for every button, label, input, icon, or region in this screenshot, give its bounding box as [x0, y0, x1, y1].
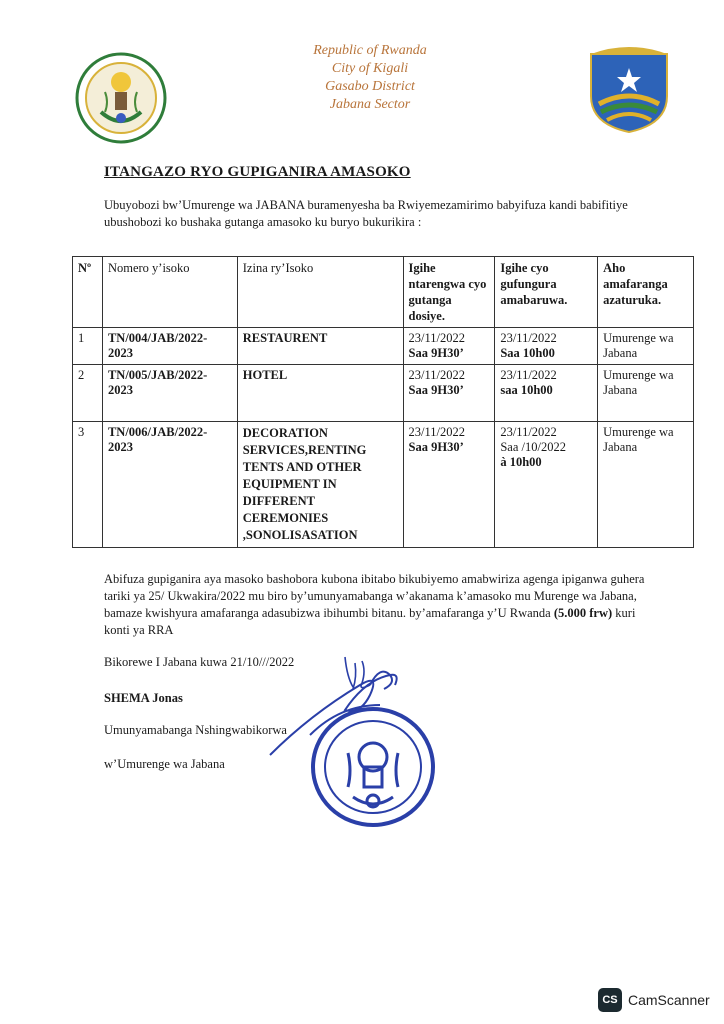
- header-opening-time: Igihe cyo gufungura amabaruwa.: [495, 257, 598, 328]
- header-line-sector: Jabana Sector: [329, 97, 411, 112]
- instructions-text: Abifuza gupiganira aya masoko bashobora kubona ibitabo bikubiyemo amabwiriza agenga ipiganwa guhera tariki ya 25/ Ukwakira/2022 mu biro by’umunyamabanga w’akanama k’amasoko mu Murenge wa Jabana, bamaze kwishyura amafaranga adasubizwa ibihumbi bitanu. by’amafaranga y’U Rwanda: [104, 572, 645, 620]
- opening-date: 23/11/2022: [500, 368, 557, 382]
- row-funding-source: Umurenge wa Jabana: [598, 328, 694, 365]
- opening-time: saa 10h00: [500, 383, 553, 397]
- header-line-city: City of Kigali: [331, 61, 409, 76]
- row-number: 1: [73, 328, 103, 365]
- row-tender-ref: TN/005/JAB/2022-2023: [102, 365, 237, 422]
- notice-title: ITANGAZO RYO GUPIGANIRA AMASOKO: [104, 164, 411, 180]
- table-row: [73, 365, 694, 422]
- camscanner-label: CamScanner: [628, 992, 710, 1008]
- header-line-district: Gasabo District: [325, 79, 415, 94]
- row-tender-name: RESTAURENT: [237, 328, 403, 365]
- instructions-paragraph: [104, 571, 664, 639]
- table-row: [73, 328, 694, 365]
- row-opening: [495, 328, 598, 365]
- row-deadline: [403, 365, 495, 422]
- row-funding-source: Umurenge wa Jabana: [598, 365, 694, 422]
- opening-time: Saa 10h00: [500, 346, 555, 360]
- official-stamp-icon: [308, 705, 438, 829]
- header-tender-name: Izina ry’Isoko: [237, 257, 403, 328]
- row-tender-name: DECORATION SERVICES,RENTING TENTS AND OTHER EQUIPMENT IN DIFFERENT CEREMONIES ,SONOLISASATION: [237, 422, 403, 548]
- deadline-time: Saa 9H30’: [408, 440, 464, 454]
- row-tender-ref: TN/006/JAB/2022-2023: [102, 422, 237, 548]
- letterhead: [250, 42, 490, 114]
- tenders-table: [72, 256, 694, 548]
- instructions-text-end: kuri konti ya RRA: [104, 606, 636, 637]
- header-line-republic: Republic of Rwanda: [313, 43, 427, 58]
- row-tender-name: HOTEL: [237, 365, 403, 422]
- table-header-row: [73, 257, 694, 328]
- row-opening: [495, 365, 598, 422]
- deadline-date: 23/11/2022: [408, 368, 465, 382]
- row-number: 3: [73, 422, 103, 548]
- city-of-kigali-logo-icon: [585, 38, 673, 134]
- row-opening: [495, 422, 598, 548]
- row-deadline: [403, 328, 495, 365]
- row-funding-source: Umurenge wa Jabana: [598, 422, 694, 548]
- opening-date: 23/11/2022: [500, 331, 557, 345]
- header-submission-deadline: Igihe ntarengwa cyo gutanga dosiye.: [403, 257, 495, 328]
- signer-role: Umunyamabanga Nshingwabikorwa: [104, 723, 287, 737]
- signer-role-sector: w’Umurenge wa Jabana: [104, 757, 225, 771]
- deadline-date: 23/11/2022: [408, 331, 465, 345]
- header-tender-number: Nomero y’isoko: [102, 257, 237, 328]
- deadline-time: Saa 9H30’: [408, 383, 464, 397]
- row-number: 2: [73, 365, 103, 422]
- table-row: [73, 422, 694, 548]
- intro-paragraph: Ubuyobozi bw’Umurenge wa JABANA buramenyesha ba Rwiyemezamirimo babyifuza kandi babifitiye ubushobozi ko bushaka gutanga amasoko ku buryo bukurikira :: [104, 198, 628, 229]
- deadline-date: 23/11/2022: [408, 425, 465, 439]
- rwanda-coat-of-arms-icon: [75, 52, 167, 144]
- fee-amount: (5.000 frw): [553, 606, 613, 620]
- row-deadline: [403, 422, 495, 548]
- opening-time: Saa /10/2022: [500, 440, 566, 454]
- camscanner-logo-icon: CS: [598, 988, 622, 1012]
- opening-extra: à 10h00: [500, 455, 542, 469]
- camscanner-watermark: [598, 986, 710, 1014]
- signer-name: SHEMA Jonas: [104, 691, 183, 705]
- opening-date: 23/11/2022: [500, 425, 557, 439]
- header-number: Nº: [73, 257, 103, 328]
- header-funding-source: Aho amafaranga azaturuka.: [598, 257, 694, 328]
- issue-date: Bikorewe I Jabana kuwa 21/10///2022: [104, 655, 295, 669]
- deadline-time: Saa 9H30’: [408, 346, 464, 360]
- row-tender-ref: TN/004/JAB/2022-2023: [102, 328, 237, 365]
